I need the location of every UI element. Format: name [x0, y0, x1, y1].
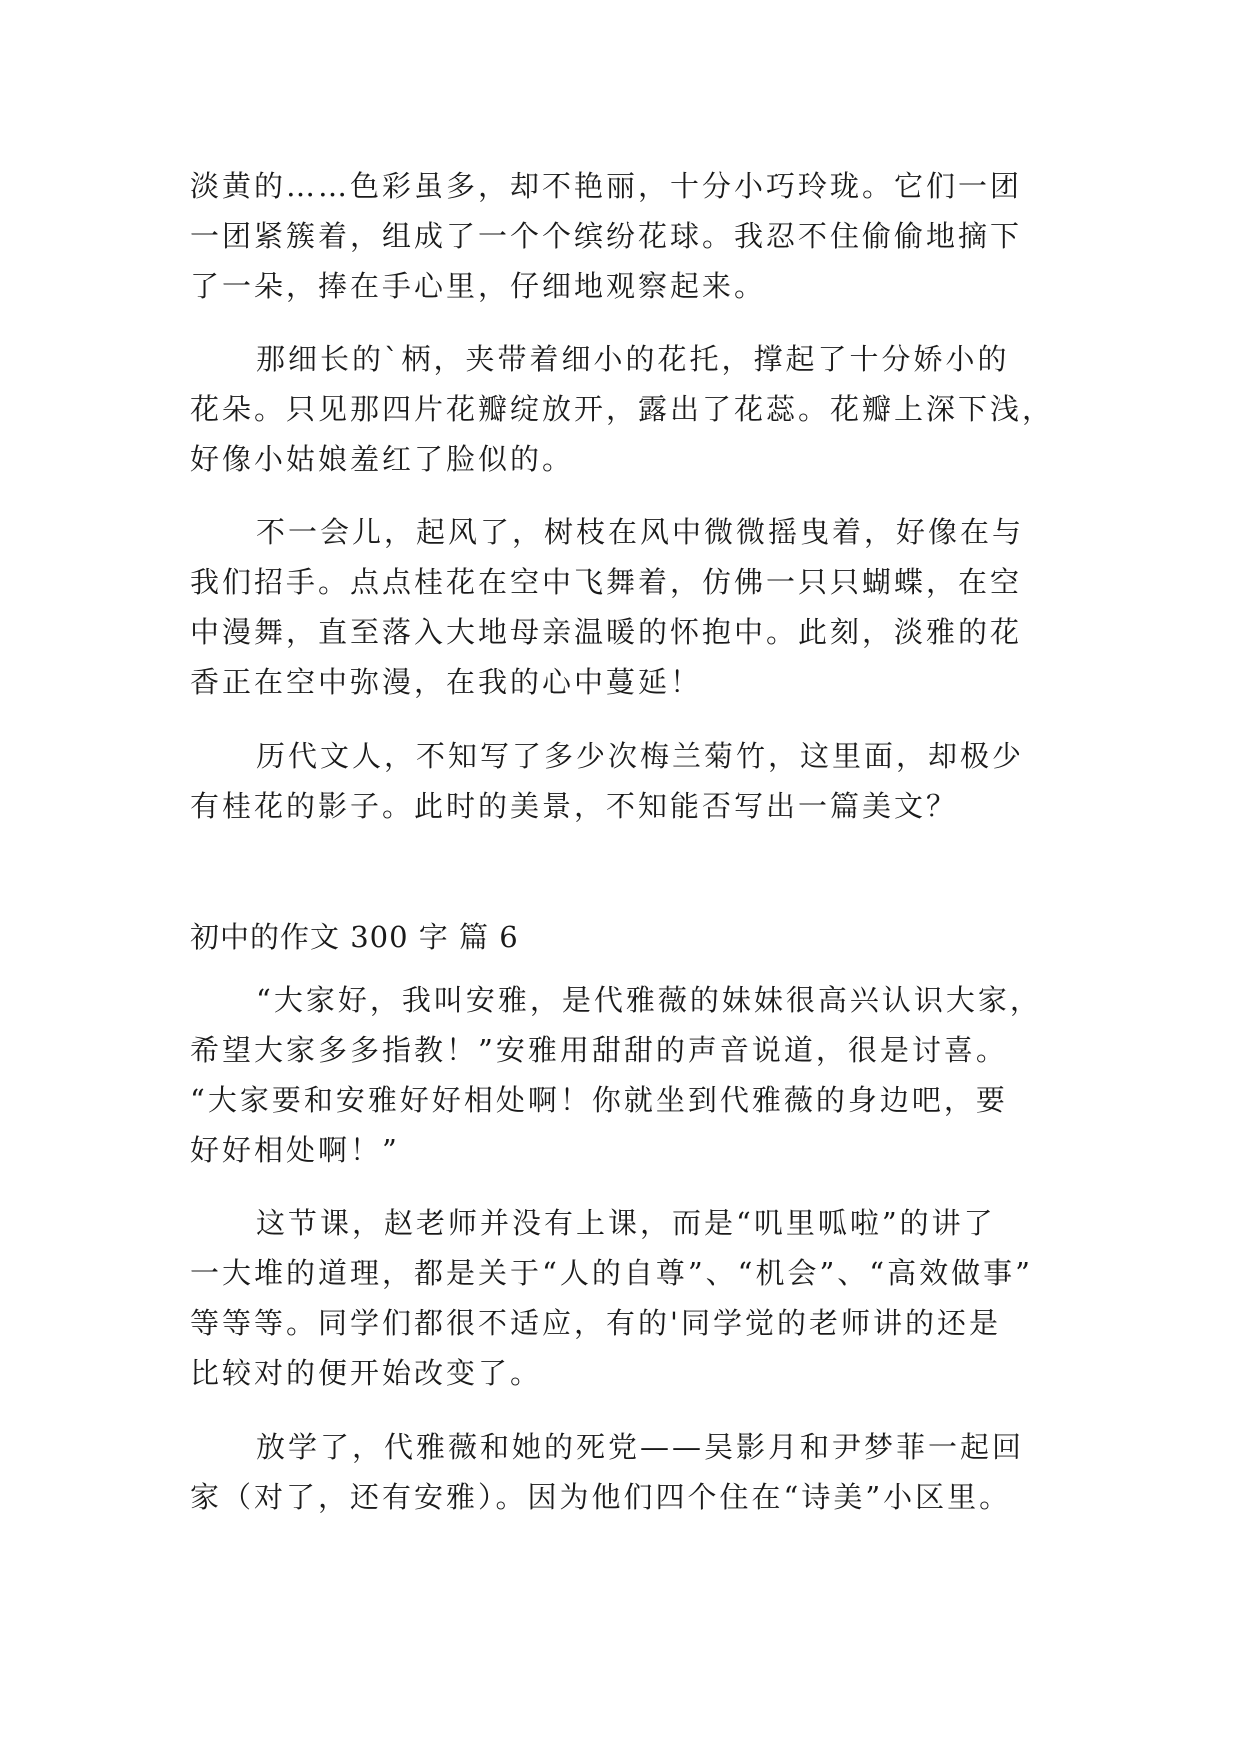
text-line: 比较对的便开始改变了。 — [190, 1356, 543, 1390]
text-line: 淡黄的……色彩虽多，却不艳丽，十分小巧玲珑。它们一团 — [190, 169, 1023, 203]
text-line: 一团紧簇着，组成了一个个缤纷花球。我忍不住偷偷地摘下 — [190, 219, 1023, 253]
text-line: 好好相处啊！” — [190, 1133, 400, 1167]
section-heading: 初中的作文 300 字 篇 6 — [190, 920, 519, 954]
text-line: 花朵。只见那四片花瓣绽放开，露出了花蕊。花瓣上深下浅， — [190, 392, 1055, 426]
text-line: 了一朵，捧在手心里，仔细地观察起来。 — [190, 269, 767, 303]
text-line: 放学了，代雅薇和她的死党——吴影月和尹梦菲一起回 — [256, 1430, 1025, 1464]
text-line: 家（对了，还有安雅）。因为他们四个住在“诗美”小区里。 — [190, 1480, 1012, 1514]
text-line: “大家好，我叫安雅，是代雅薇的妹妹很高兴认识大家， — [256, 983, 1042, 1017]
text-line: “大家要和安雅好好相处啊！你就坐到代雅薇的身边吧，要 — [190, 1083, 1008, 1117]
text-line: 有桂花的影子。此时的美景，不知能否写出一篇美文？ — [190, 789, 959, 823]
text-line: 等等等。同学们都很不适应，有的'同学觉的老师讲的还是 — [190, 1306, 1001, 1340]
text-line: 中漫舞，直至落入大地母亲温暖的怀抱中。此刻，淡雅的花 — [190, 615, 1023, 649]
text-line: 这节课，赵老师并没有上课，而是“叽里呱啦”的讲了 — [256, 1206, 996, 1240]
text-line: 好像小姑娘羞红了脸似的。 — [190, 442, 575, 476]
text-line: 希望大家多多指教！”安雅用甜甜的声音说道，很是讨喜。 — [190, 1033, 1008, 1067]
text-line: 一大堆的道理，都是关于“人的自尊”、“机会”、“高效做事” — [190, 1256, 1033, 1290]
text-line: 历代文人，不知写了多少次梅兰菊竹，这里面，却极少 — [256, 739, 1025, 773]
text-line: 不一会儿，起风了，树枝在风中微微摇曳着，好像在与 — [256, 515, 1025, 549]
text-line: 香正在空中弥漫，在我的心中蔓延！ — [190, 665, 703, 699]
text-line: 我们招手。点点桂花在空中飞舞着，仿佛一只只蝴蝶，在空 — [190, 565, 1023, 599]
text-line: 那细长的`柄，夹带着细小的花托，撑起了十分娇小的 — [256, 342, 1010, 376]
